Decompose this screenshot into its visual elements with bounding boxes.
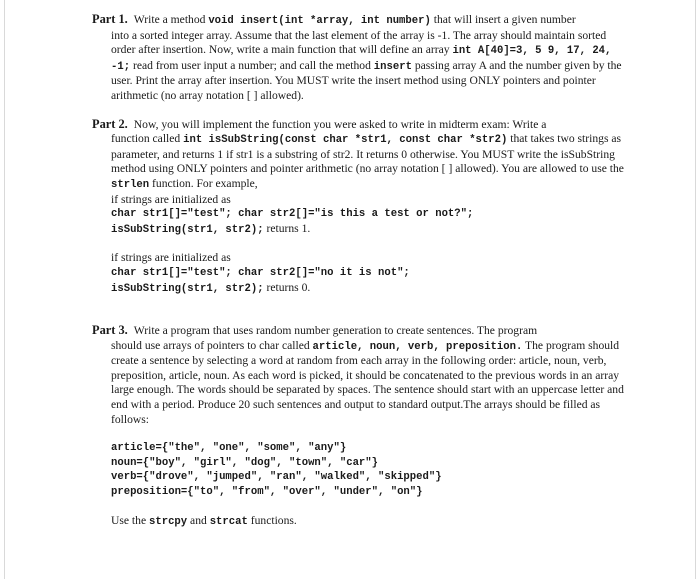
strcpy-code: strcpy	[149, 515, 188, 528]
example-2	[92, 251, 628, 296]
example-2-call: isSubString(str1, str2);	[111, 282, 264, 295]
part-1	[92, 12, 628, 104]
assignment-document	[92, 12, 628, 542]
part-3-heading: Part 3.	[92, 323, 128, 338]
part-2-body: function called int isSubString(const char *str1, const char *str2) that takes two strings as parameter, and returns 1 if str1 is a substring of str2. It returns 0 otherwise. You MUST write the isSubString method using ONLY pointers and pointer arithmetic (no array notation [ ] allowed). You are allowed to use the strlen function. For example,	[111, 132, 624, 191]
strcat-code: strcat	[209, 515, 248, 528]
example-1-call: isSubString(str1, str2);	[111, 223, 264, 236]
article-array: article={"the", "one", "some", "any"}	[111, 442, 347, 455]
part-2-first-line: Part 2. Now, you will implement the function you were asked to write in midterm exam: Write a	[92, 116, 547, 131]
insert-signature-code: void insert(int *array, int number)	[208, 15, 431, 27]
example-2-code: char str1[]="test"; char str2[]="no it is not";	[111, 266, 410, 279]
array-definition-code: int A[40]=3, 5 9, 17, 24, -1;	[111, 45, 612, 73]
example-1	[92, 193, 628, 238]
issubstring-signature-code: int isSubString(const char *str1, const char *str2)	[183, 134, 508, 147]
word-arrays	[92, 441, 628, 499]
strlen-code: strlen	[111, 178, 150, 191]
example-1-code: char str1[]="test"; char str2[]="is this a test or not?";	[111, 208, 474, 221]
part-3	[92, 323, 628, 529]
part-1-first-line: Part 1. Write a method void insert(int *array, int number) that will insert a given number	[92, 12, 576, 27]
page-edge-left	[4, 0, 5, 579]
noun-array: noun={"boy", "girl", "dog", "town", "car"}	[111, 456, 379, 469]
part-2	[92, 117, 628, 297]
page-edge-right	[695, 0, 696, 579]
example-1-intro: if strings are initialized as	[111, 192, 231, 206]
part-1-heading: Part 1.	[92, 12, 128, 26]
preposition-array: preposition={"to", "from", "over", "under", "on"}	[111, 486, 423, 499]
part-3-body: should use arrays of pointers to char called article, noun, verb, preposition. The program should create a sentence by selecting a word at random from each array in the following order: article, noun, verb, preposition, article, noun. As each word is picked, it should be concatenated to the previous words in an array large enough. The words should be separated by spaces. The sentence should start with an uppercase letter and end with a period. Produce 20 such sentences and output to standard output.The arrays should be filled as follows:	[111, 338, 624, 426]
example-2-intro: if strings are initialized as	[111, 251, 231, 265]
verb-array: verb={"drove", "jumped", "ran", "walked", "skipped"}	[111, 471, 442, 484]
example-1-call-line: isSubString(str1, str2); returns 1.	[111, 221, 311, 236]
part-3-footer: Use the strcpy and strcat functions.	[111, 513, 297, 528]
part-1-body: into a sorted integer array. Assume that the last element of the array is -1. The array should maintain sorted order after insertion. Now, write a main function that will define an array int A[40]=3, 5 9, 17, 24, -1; read from user input a number; and call the method insert passing array A and the number given by the user. Print the array after insertion. You MUST write the insert method using ONLY pointers and pointer arithmetic (no array notation [ ] allowed).	[111, 28, 622, 102]
array-names-code: article, noun, verb, preposition.	[312, 340, 523, 353]
part-2-heading: Part 2.	[92, 116, 128, 131]
insert-method-code: insert	[373, 60, 412, 73]
example-2-call-line: isSubString(str1, str2); returns 0.	[111, 280, 311, 295]
part-3-first-line: Part 3. Write a program that uses random number generation to create sentences. The program	[92, 323, 538, 338]
